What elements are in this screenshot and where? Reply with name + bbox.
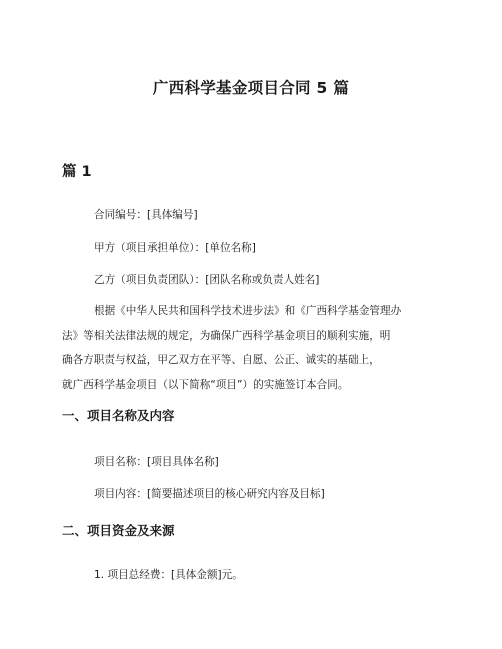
contract-number-line: 合同编号：[具体编号] [94,209,198,221]
section-heading-2: 二、项目资金及来源 [62,523,175,538]
project-name-line: 项目名称：[项目具体名称] [94,456,219,468]
project-content-line: 项目内容：[简要描述项目的核心研究内容及目标] [94,488,325,500]
party-b-line: 乙方（项目负责团队）：[团队名称或负责人姓名] [94,274,320,286]
intro-line: 确各方职责与权益，甲乙双方在平等、自愿、公正、诚实的基础上， [62,354,380,366]
part-heading: 篇 1 [62,164,92,180]
total-funding-line: 1. 项目总经费：[具体金额]元。 [94,569,243,581]
document-title: 广西科学基金项目合同 5 篇 [152,79,350,97]
intro-paragraph [62,299,442,397]
section-heading-1: 一、项目名称及内容 [62,408,175,423]
intro-line: 就广西科学基金项目（以下简称“项目”）的实施签订本合同。 [62,378,349,391]
intro-line: 法》等相关法律法规的规定，为确保广西科学基金项目的顺利实施，明 [62,329,391,342]
party-a-line: 甲方（项目承担单位）：[单位名称] [94,242,256,254]
intro-line: 根据《中华人民共和国科学技术进步法》和《广西科学基金管理办 [94,305,402,317]
